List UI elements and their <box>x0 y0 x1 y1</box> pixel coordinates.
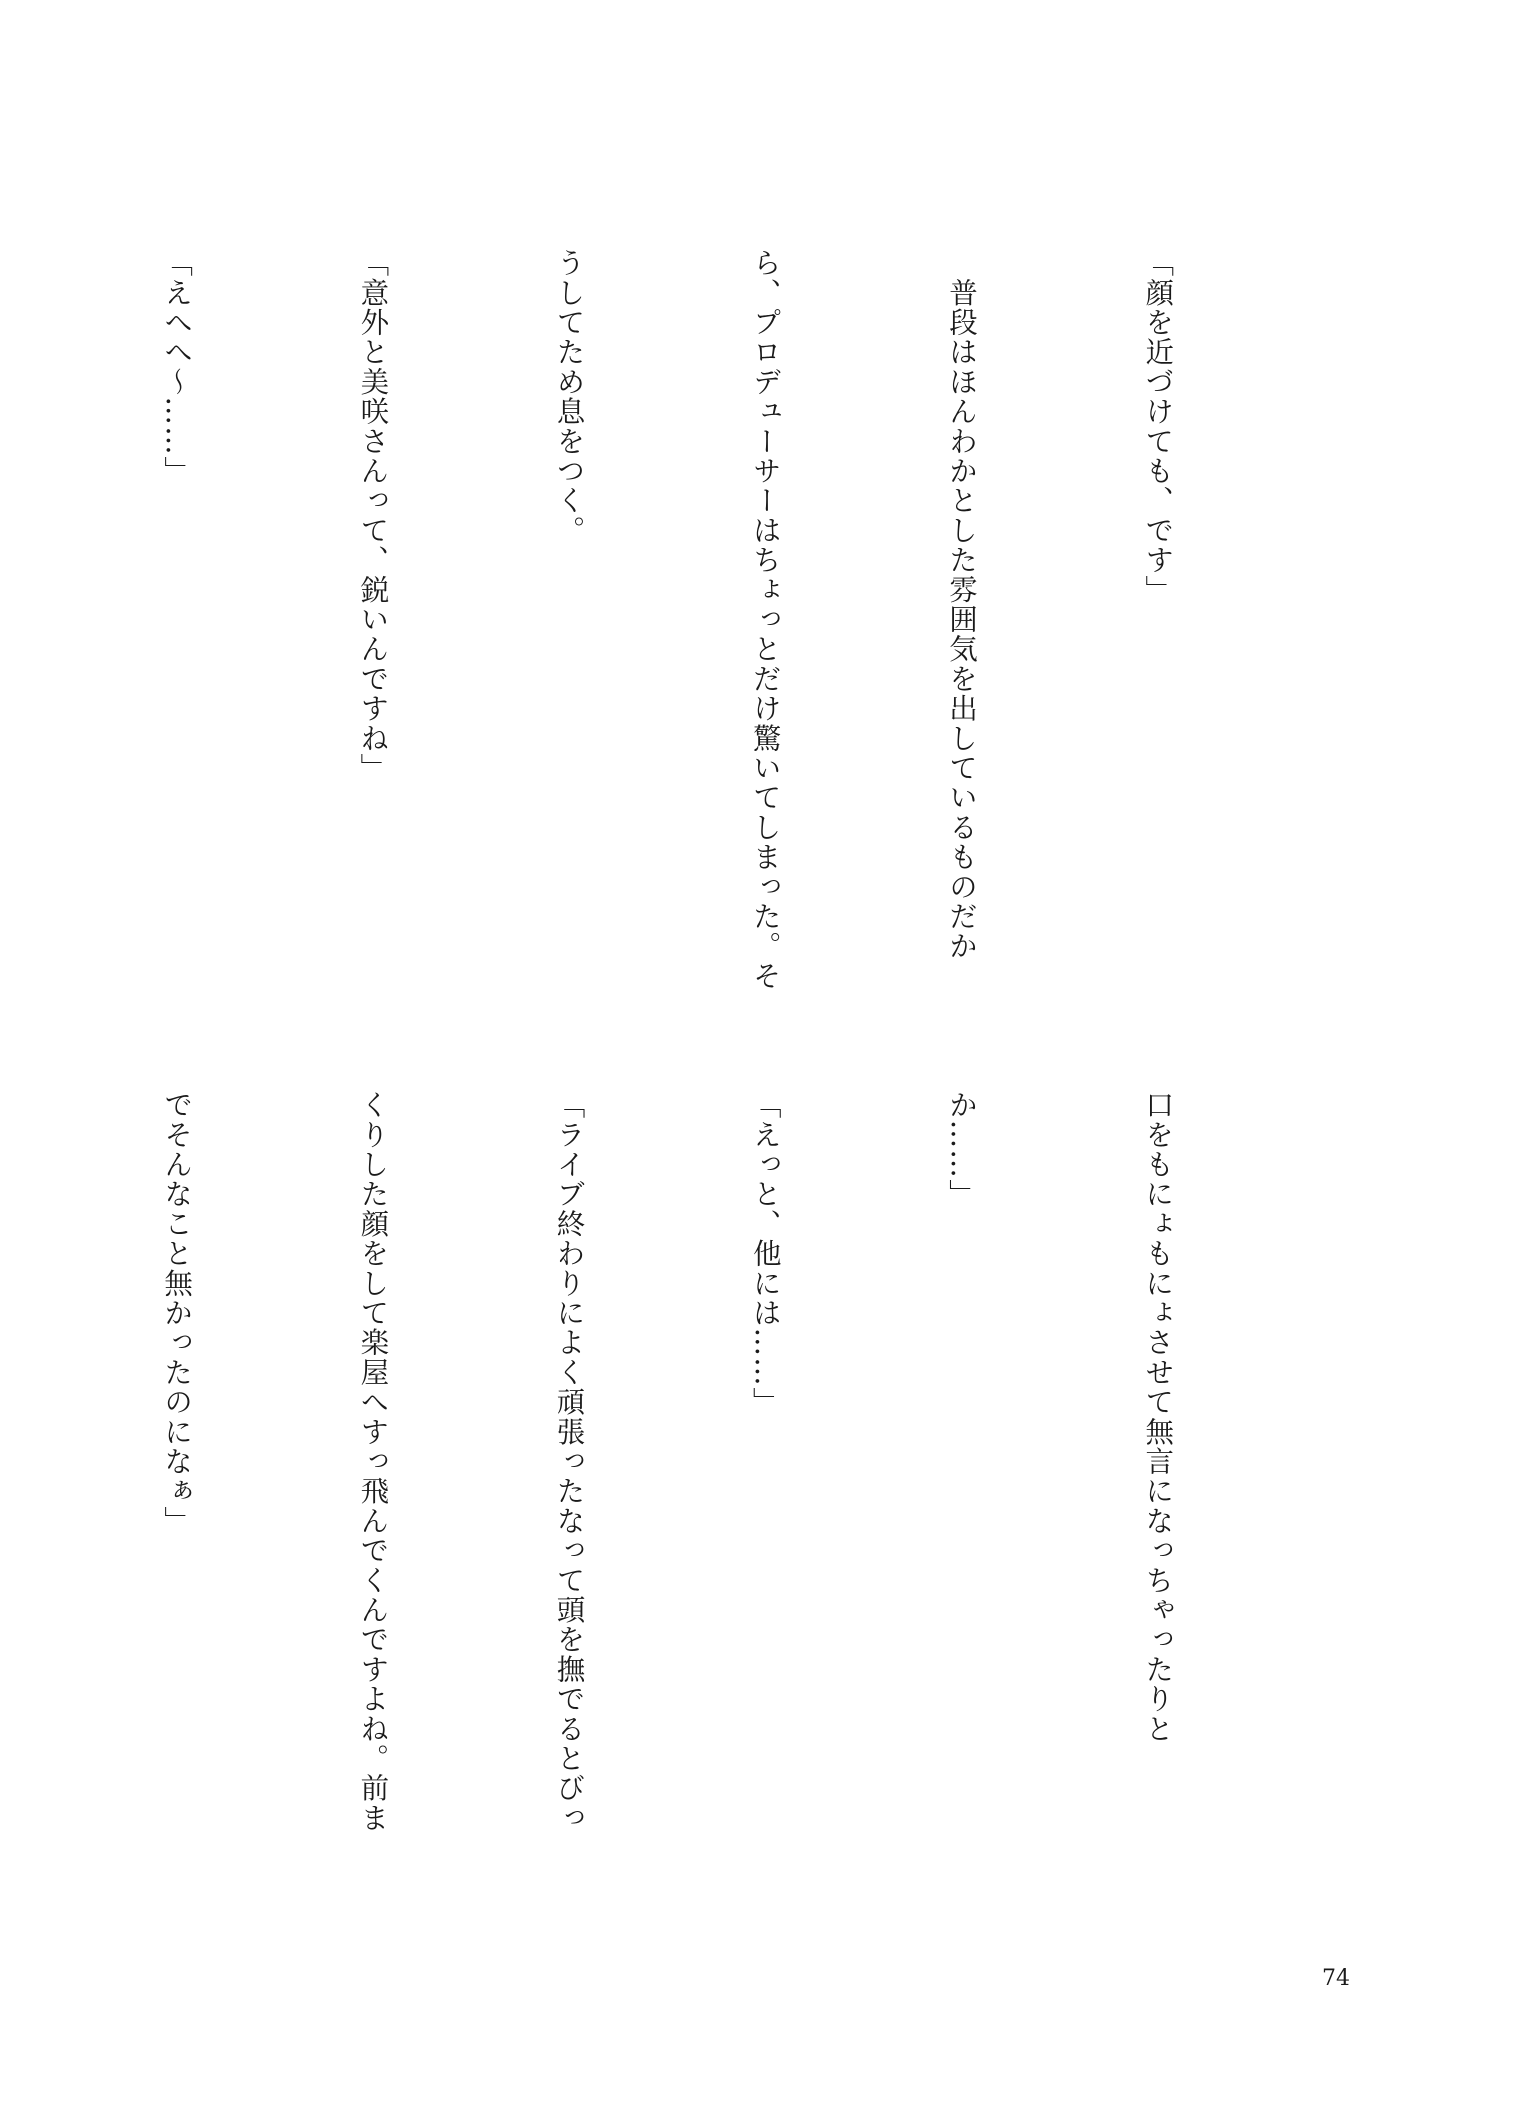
text-line: 「顔を近づけても、です」 <box>1141 248 1175 605</box>
text-line: か……」 <box>944 1090 978 1209</box>
text-block-lower <box>160 1090 1321 1890</box>
text-line: 「えへへ〜……」 <box>160 248 194 486</box>
text-line: 普段はほんわかとした雰囲気を出しているものだか <box>944 248 978 961</box>
text-block-upper <box>160 248 1321 1028</box>
text-line <box>0 1090 13 1890</box>
text-line: 口をもにょもにょさせて無言になっちゃったりと <box>1141 1090 1175 1744</box>
text-line: ら、プロデューサーはちょっとだけ驚いてしまった。そ <box>748 248 782 991</box>
text-line: 「ライブ終わりによく頑張ったなって頭を撫でるとびっ <box>552 1090 586 1833</box>
text-line: 「えっと、他には……」 <box>748 1090 782 1417</box>
text-line: 「意外と美咲さんって、鋭いんですね」 <box>356 248 390 783</box>
text-line <box>0 248 13 1028</box>
text-line: うしてため息をつく。 <box>552 248 586 545</box>
page-number: 74 <box>1322 1966 1350 1991</box>
text-line: でそんなこと無かったのになぁ」 <box>160 1090 194 1536</box>
text-line: くりした顔をして楽屋へすっ飛んでくんですよね。前ま <box>356 1090 390 1833</box>
